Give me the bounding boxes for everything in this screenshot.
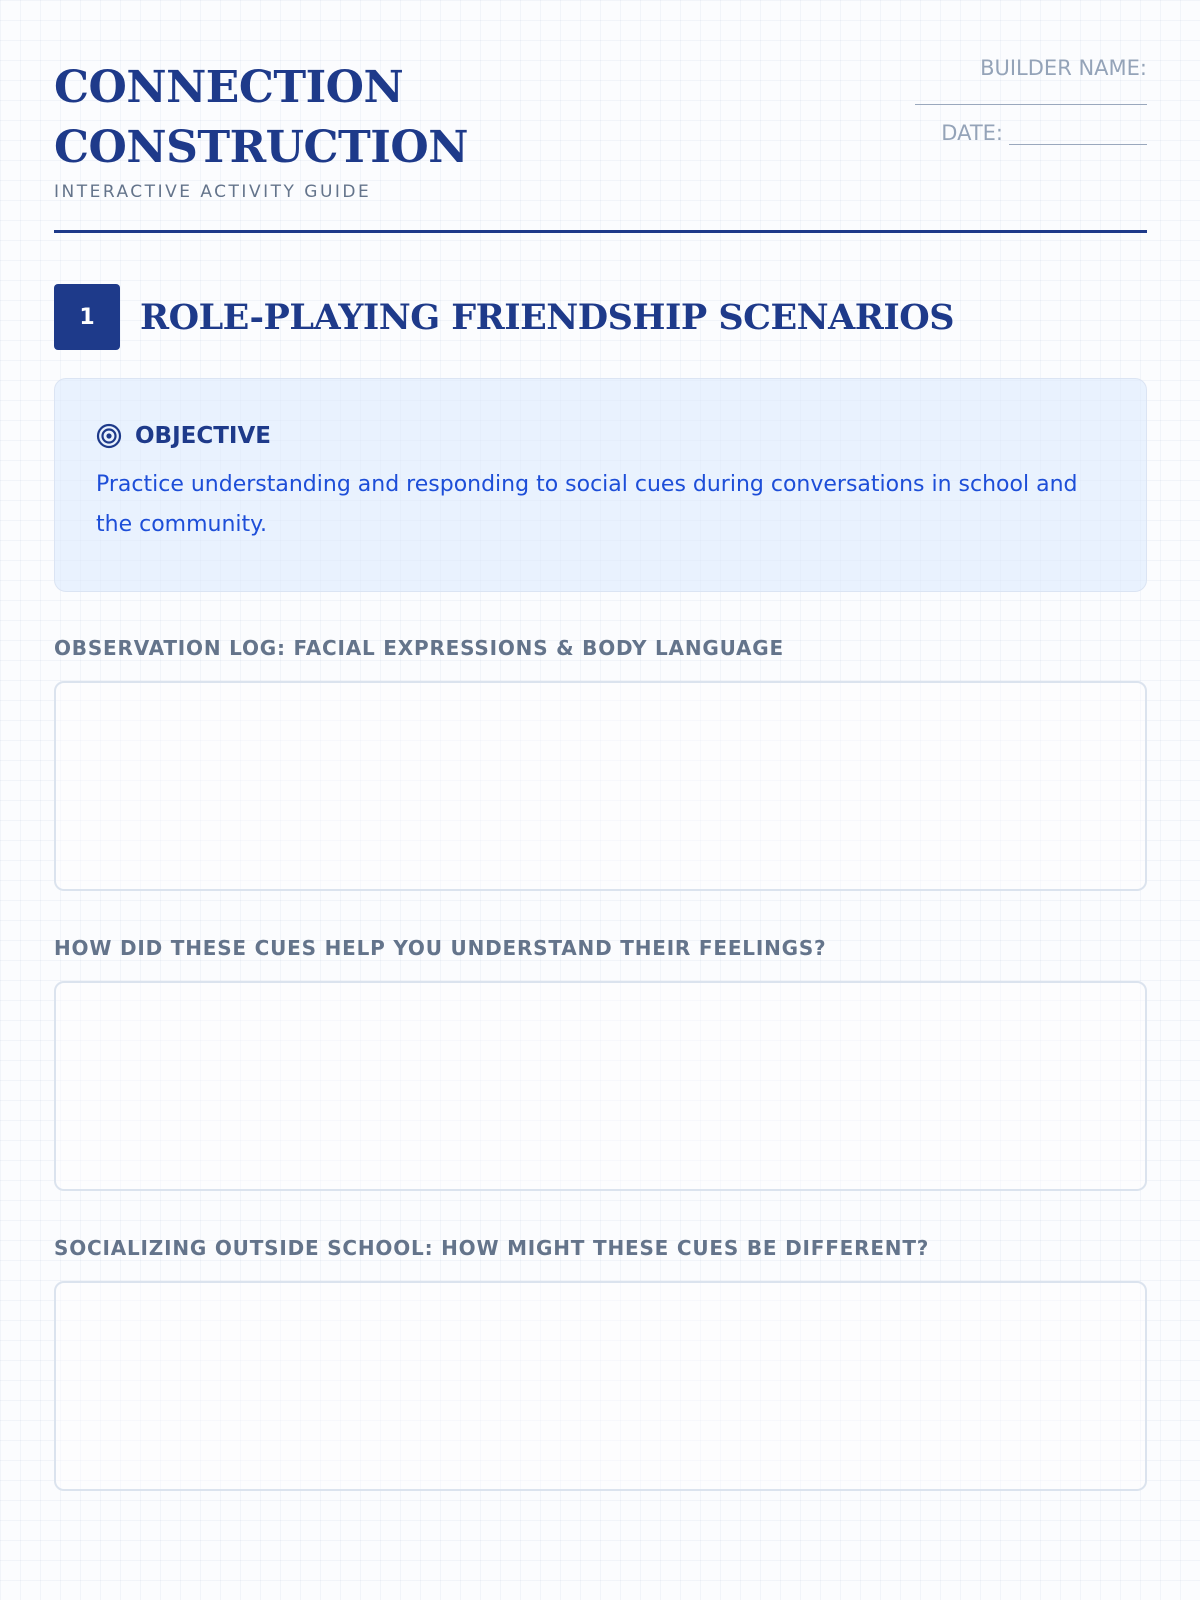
section-title: ROLE-PLAYING FRIENDSHIP SCENARIOS — [140, 296, 955, 338]
builder-name-field[interactable] — [915, 82, 1147, 105]
date-field[interactable] — [1009, 126, 1147, 145]
objective-label: OBJECTIVE — [135, 423, 271, 449]
worksheet-subtitle: INTERACTIVE ACTIVITY GUIDE — [54, 182, 372, 202]
worksheet-title-line-2: CONSTRUCTION — [54, 122, 468, 173]
question-label-understand-feelings: HOW DID THESE CUES HELP YOU UNDERSTAND THEIR FEELINGS? — [54, 936, 827, 960]
section-heading — [54, 284, 954, 350]
target-icon — [96, 423, 122, 449]
date-row — [915, 121, 1147, 145]
worksheet-page — [54, 0, 1147, 1260]
answer-box-outside-school[interactable] — [54, 1281, 1147, 1491]
meta-block — [915, 56, 1147, 145]
worksheet-header — [54, 0, 1147, 233]
answer-box-understand-feelings[interactable] — [54, 981, 1147, 1191]
question-label-observation-log: OBSERVATION LOG: FACIAL EXPRESSIONS & BODY LANGUAGE — [54, 636, 784, 660]
builder-name-label: BUILDER NAME: — [980, 56, 1147, 80]
objective-text: Practice understanding and responding to social cues during conversations in school and the community. — [96, 472, 1078, 537]
objective-heading — [96, 423, 1106, 449]
objective-box — [54, 378, 1147, 592]
question-label-outside-school: SOCIALIZING OUTSIDE SCHOOL: HOW MIGHT THESE CUES BE DIFFERENT? — [54, 1236, 930, 1260]
title-block — [54, 58, 468, 202]
date-label: DATE: — [941, 121, 1003, 145]
worksheet-title-line-1: CONNECTION — [54, 62, 404, 113]
answer-box-observation-log[interactable] — [54, 681, 1147, 891]
section-number-badge: 1 — [54, 284, 120, 350]
